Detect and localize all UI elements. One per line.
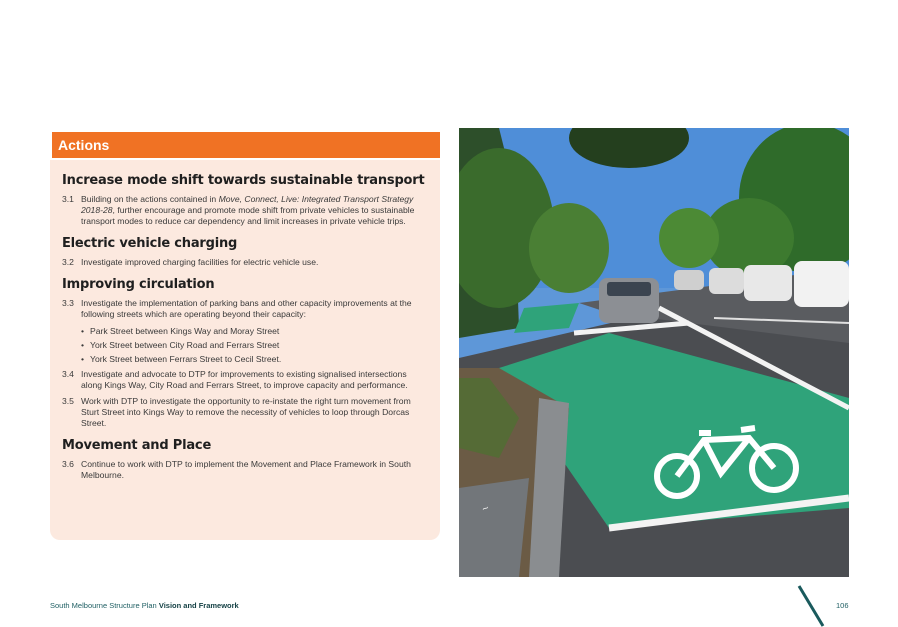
- section-heading: Electric vehicle charging: [62, 236, 238, 251]
- action-item: [62, 459, 430, 481]
- section-heading: Improving circulation: [62, 277, 215, 292]
- actions-panel: [50, 160, 440, 540]
- section-heading: Increase mode shift towards sustainable transport: [62, 173, 425, 188]
- action-text: [81, 194, 430, 227]
- page-number: 106: [836, 601, 849, 610]
- document-subtitle: Vision and Framework: [158, 601, 239, 610]
- action-text-part: , further encourage and promote mode shift from private vehicles to sustainable transport modes to reduce car dependency and limit increases in private vehicle trips.: [81, 205, 415, 226]
- list-item: • York Street between Ferrars Street to Cecil Street.: [81, 352, 430, 366]
- street-list: [81, 324, 430, 366]
- action-item: [62, 396, 430, 429]
- action-text: Work with DTP to investigate the opportunity to re-instate the right turn movement from Sturt Street into Kings Way to remove the necessity of vehicles to loop through Dorcas Street.: [81, 396, 411, 428]
- action-text: Investigate and advocate to DTP for improvements to existing signalised intersections along Kings Way, City Road and Ferrars Street, to improve capacity and performance.: [81, 369, 408, 390]
- bike-lane-photo: [459, 128, 849, 577]
- action-item: [62, 298, 430, 320]
- document-title: South Melbourne Structure Plan: [50, 601, 157, 610]
- action-text: Investigate the implementation of parking bans and other capacity improvements at the following streets which are operating beyond their capacity:: [81, 298, 412, 319]
- action-number: 3.5: [62, 396, 74, 406]
- action-item: [62, 194, 430, 227]
- section-mode-shift: [62, 173, 430, 227]
- action-item: [62, 257, 430, 268]
- list-item: • York Street between City Road and Ferrars Street: [81, 338, 430, 352]
- section-heading: Movement and Place: [62, 438, 212, 453]
- action-number: 3.1: [62, 194, 74, 204]
- footer-title: [50, 601, 239, 610]
- section-circulation: [62, 277, 430, 429]
- strategy-title: Move, Connect, Live: Integrated Transport Strategy 2018-28: [81, 194, 414, 215]
- action-number: 3.2: [62, 257, 74, 267]
- road-marking-text: ~: [480, 502, 492, 516]
- action-text: Investigate improved charging facilities for electric vehicle use.: [81, 257, 319, 267]
- action-item: [62, 369, 430, 391]
- decorative-slash: [795, 584, 827, 627]
- action-number: 3.3: [62, 298, 74, 308]
- action-text: Continue to work with DTP to implement the Movement and Place Framework in South Melbourne.: [81, 459, 411, 480]
- action-number: 3.6: [62, 459, 74, 469]
- section-ev-charging: [62, 236, 430, 268]
- actions-header: Actions: [52, 132, 440, 158]
- action-number: 3.4: [62, 369, 74, 379]
- section-movement-place: [62, 438, 430, 481]
- action-text-part: Building on the actions contained in: [81, 194, 219, 204]
- street-scene-illustration: [459, 128, 849, 577]
- list-item: • Park Street between Kings Way and Moray Street: [81, 324, 430, 338]
